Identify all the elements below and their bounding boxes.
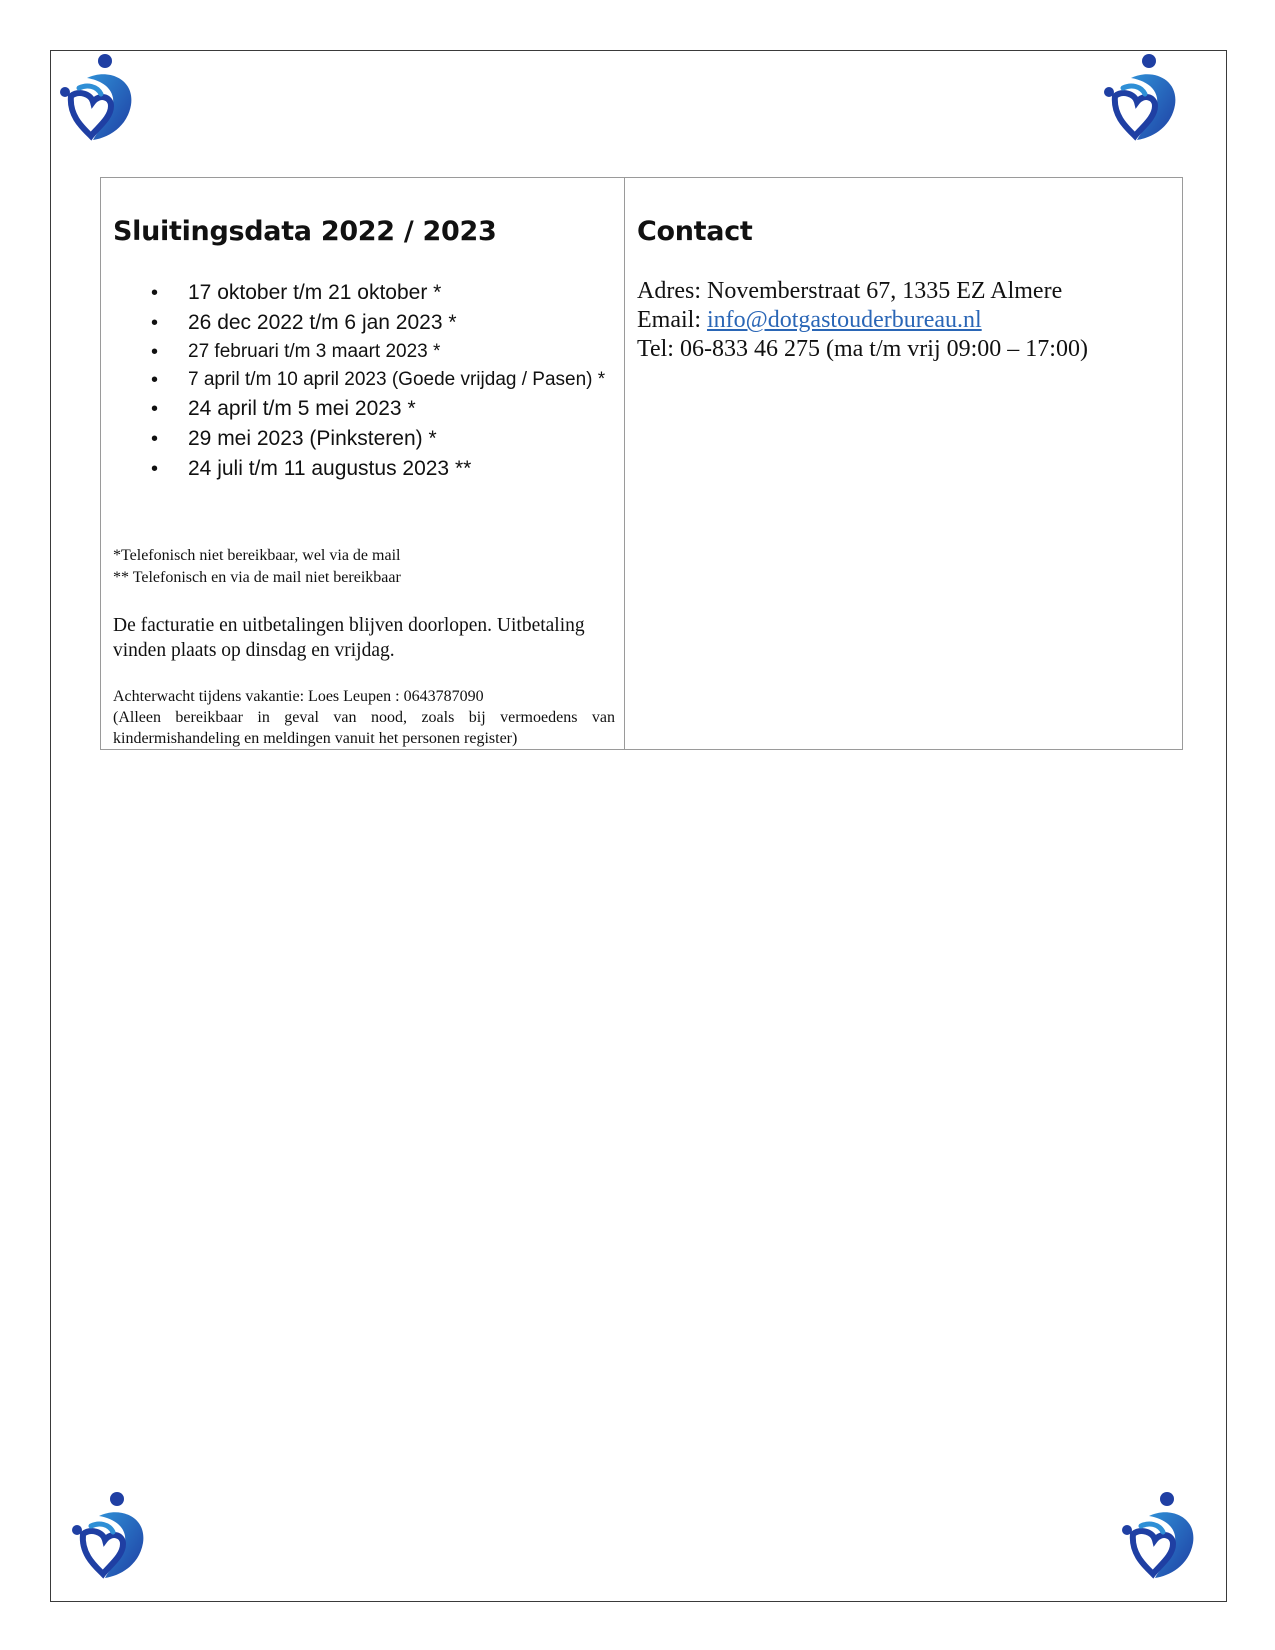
list-item: • 17 oktober t/m 21 oktober * bbox=[113, 278, 608, 308]
address-value: Novemberstraat 67, 1335 EZ Almere bbox=[706, 278, 1063, 304]
list-item: • 27 februari t/m 3 maart 2023 * bbox=[113, 338, 608, 366]
phone-value: 06-833 46 275 (ma t/m vrij 09:00 – 17:00) bbox=[679, 336, 1088, 362]
address-row bbox=[637, 277, 1088, 306]
closing-dates-title: Sluitingsdata 2022 / 2023 bbox=[113, 216, 497, 247]
email-row bbox=[637, 306, 1088, 335]
list-item: • 7 april t/m 10 april 2023 (Goede vrijdag / Pasen) * bbox=[113, 366, 608, 394]
closing-dates-list bbox=[113, 278, 608, 484]
contact-cell bbox=[625, 178, 1182, 749]
backup-note-line-1: (Alleen bereikbaar in geval van nood, zoals bij vermoedens van bbox=[113, 709, 615, 726]
address-label: Adres: bbox=[637, 278, 701, 304]
logo-bottom-left-icon bbox=[68, 1488, 150, 1584]
footnotes bbox=[113, 545, 613, 589]
backup-contact bbox=[113, 686, 615, 749]
logo-top-left-icon bbox=[56, 50, 138, 146]
info-table bbox=[100, 177, 1183, 750]
phone-row bbox=[637, 335, 1088, 364]
email-label: Email: bbox=[637, 307, 701, 333]
contact-title: Contact bbox=[637, 216, 753, 247]
list-item: • 24 juli t/m 11 augustus 2023 ** bbox=[113, 454, 608, 484]
logo-top-right-icon bbox=[1100, 50, 1182, 146]
backup-line: Achterwacht tijdens vakantie: Loes Leupen : 0643787090 bbox=[113, 688, 484, 705]
backup-note-line-2: kindermishandeling en meldingen vanuit het personen register) bbox=[113, 730, 518, 747]
phone-label: Tel: bbox=[637, 336, 674, 362]
footnote-single-asterisk: *Telefonisch niet bereikbaar, wel via de mail bbox=[113, 547, 401, 564]
contact-details bbox=[637, 277, 1088, 364]
logo-bottom-right-icon bbox=[1118, 1488, 1200, 1584]
list-item: • 26 dec 2022 t/m 6 jan 2023 * bbox=[113, 308, 608, 338]
email-link[interactable]: info@dotgastouderbureau.nl bbox=[706, 307, 982, 333]
list-item: • 24 april t/m 5 mei 2023 * bbox=[113, 394, 608, 424]
closing-dates-cell bbox=[101, 178, 625, 749]
list-item: • 29 mei 2023 (Pinksteren) * bbox=[113, 424, 608, 454]
billing-note: De facturatie en uitbetalingen blijven doorlopen. Uitbetaling vinden plaats op dinsdag en vrijdag. bbox=[113, 615, 585, 661]
footnote-double-asterisk: ** Telefonisch en via de mail niet bereikbaar bbox=[113, 569, 401, 586]
